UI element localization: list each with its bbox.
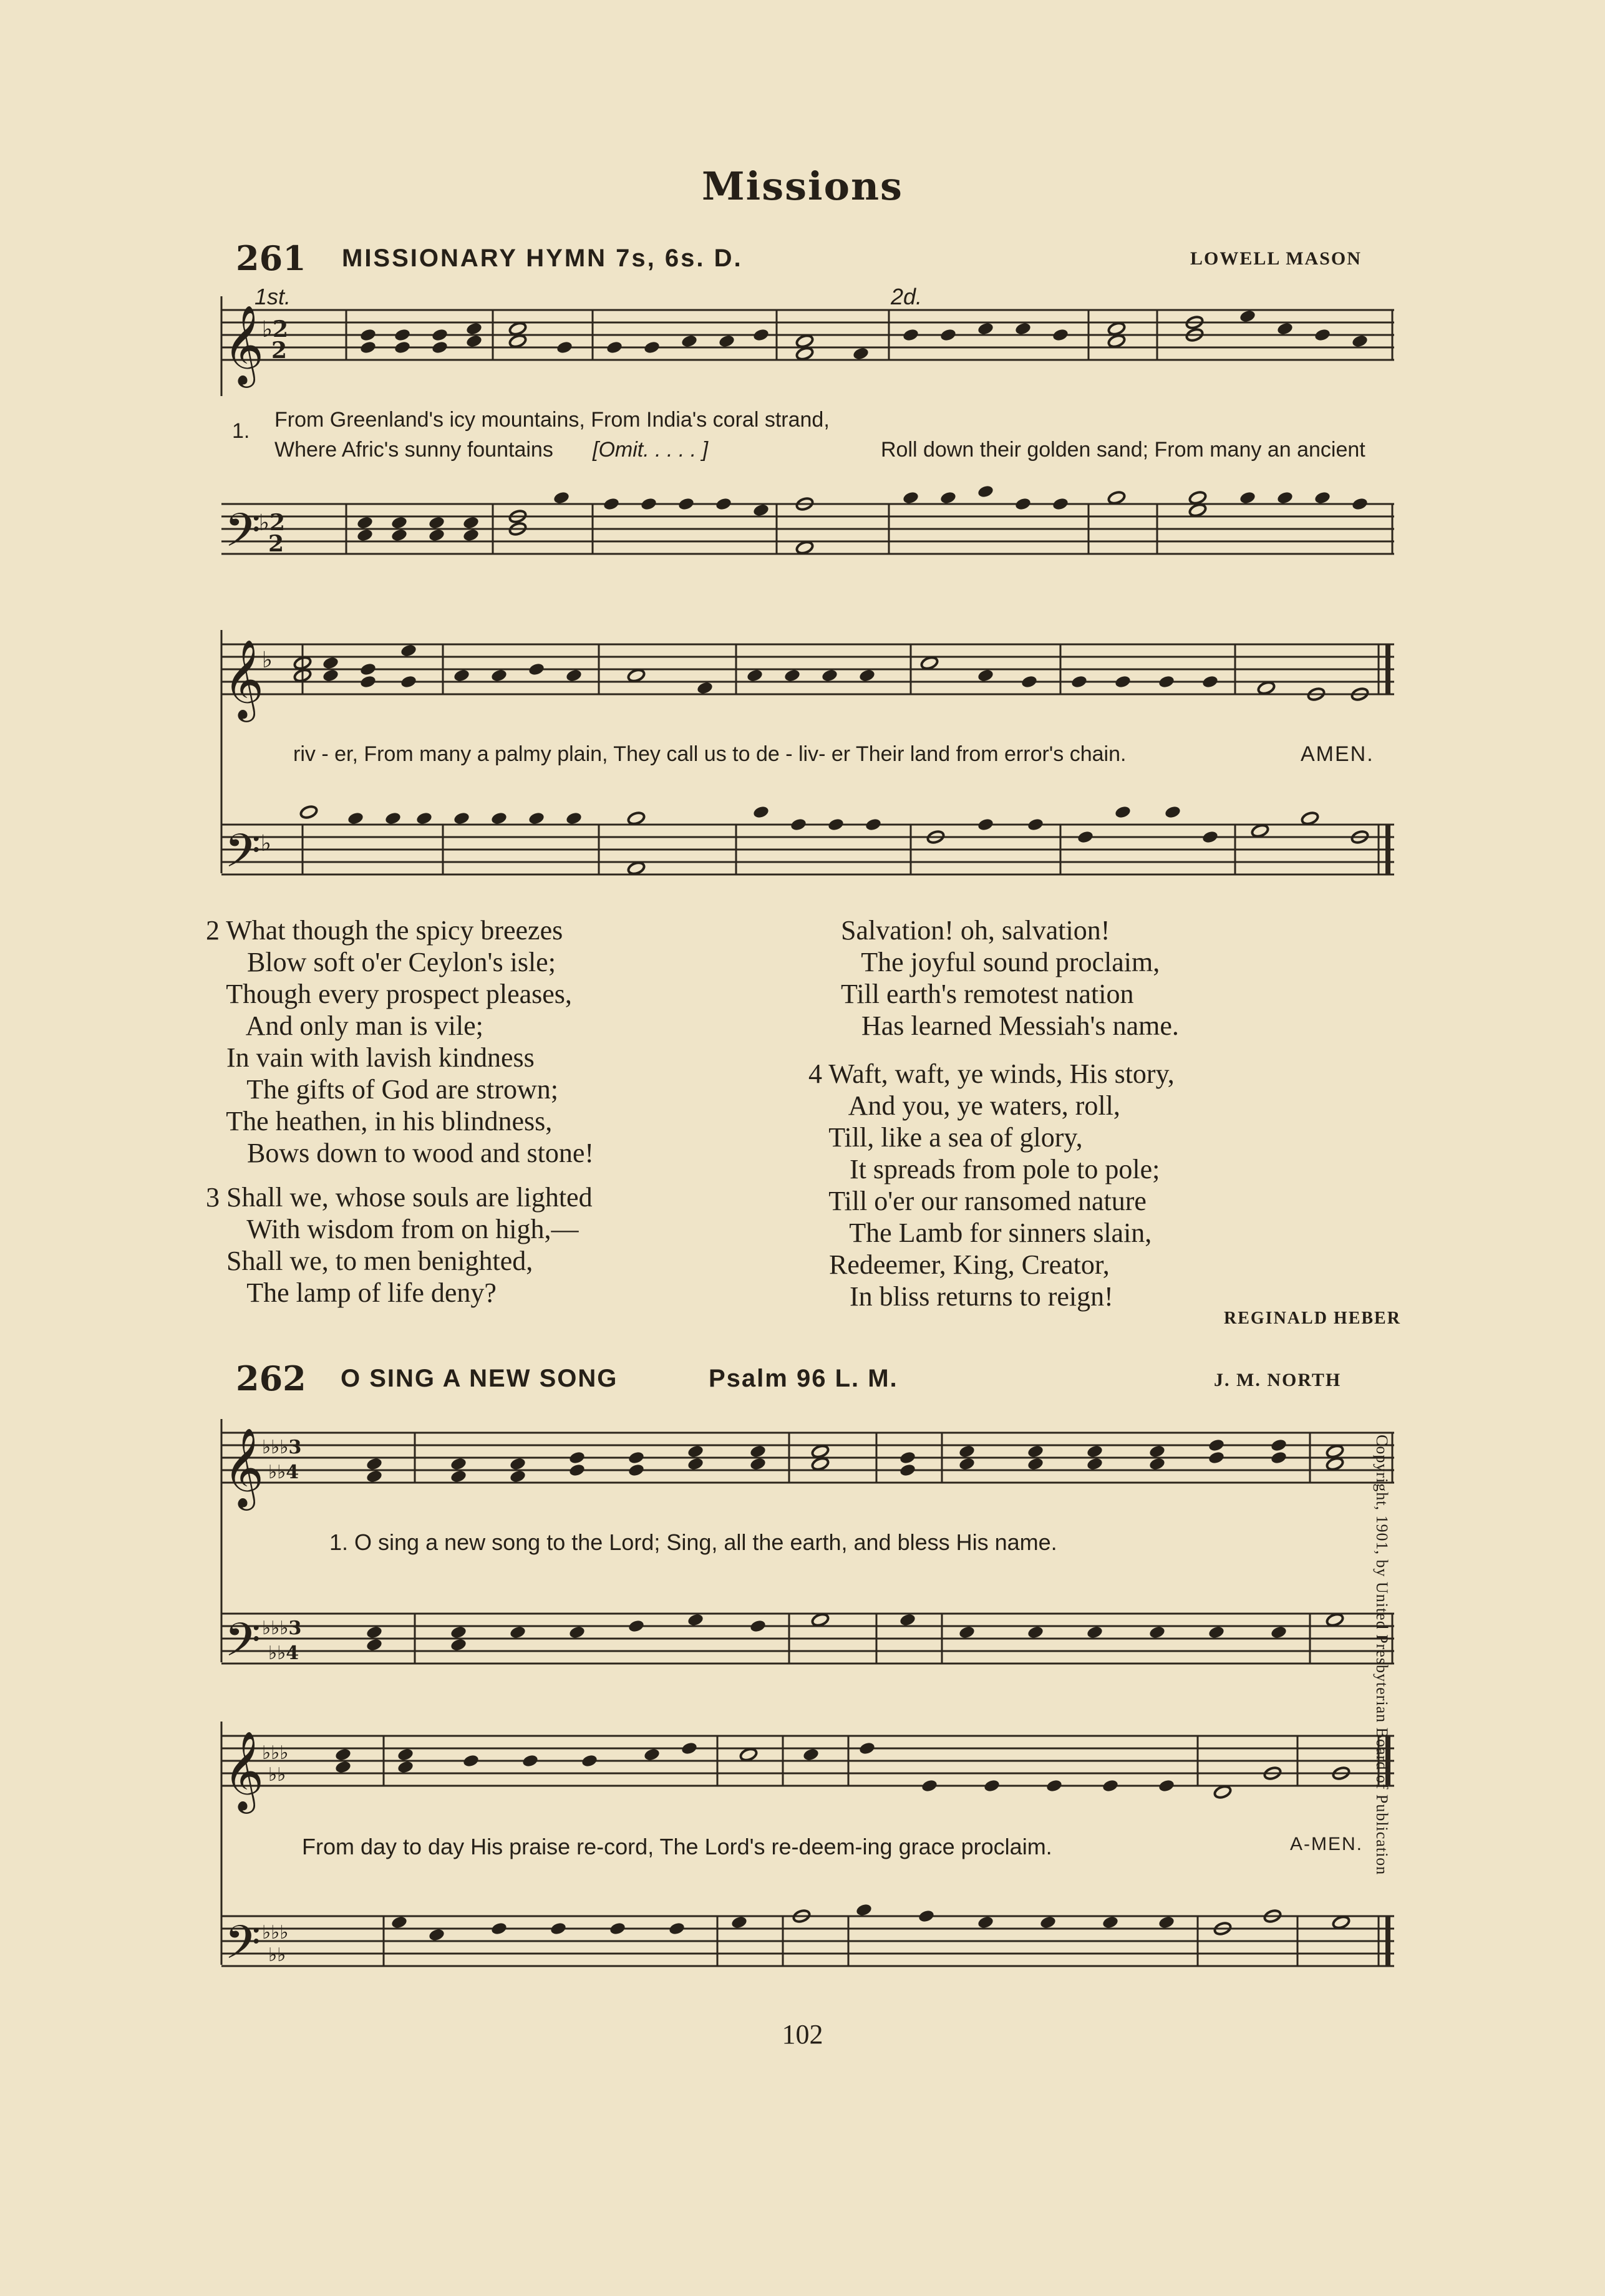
hymn-261-header xyxy=(236,238,306,278)
svg-text:♭2: ♭2 xyxy=(262,316,289,342)
svg-text:𝄞: 𝄞 xyxy=(223,639,264,719)
second-ending-label: 2d. xyxy=(891,284,923,309)
svg-text:𝄢: 𝄢 xyxy=(225,1613,261,1678)
verse-2: 2 What though the spicy breezes Blow soft o'er Ceylon's isle; Though every prospect pleases, And only man is vile; In vain with lavish kindness The gifts of God are strown; The heathen, in his blindness, Bows down to wood and stone! xyxy=(206,915,594,1168)
lyric-line-b: From day to day His praise re-cord, The Lord's re-deem-ing grace proclaim. xyxy=(302,1834,1052,1859)
svg-text:♭2: ♭2 xyxy=(259,510,286,536)
svg-text:2: 2 xyxy=(271,337,288,364)
hymn-number: 262 xyxy=(236,1359,306,1398)
svg-text:𝄞: 𝄞 xyxy=(223,1730,264,1810)
page-number: 102 xyxy=(782,2019,823,2050)
svg-text:♭: ♭ xyxy=(261,830,271,856)
lyric-omit: [Omit. . . . . ] xyxy=(593,438,709,462)
composer: LOWELL MASON xyxy=(1190,248,1362,269)
svg-text:♭♭♭3: ♭♭♭3 xyxy=(262,1617,302,1639)
svg-text:2: 2 xyxy=(268,531,284,557)
svg-text:♭♭♭: ♭♭♭ xyxy=(262,1922,289,1944)
lyric-line-a: 1. O sing a new song to the Lord; Sing, all the earth, and bless His name. xyxy=(329,1529,1057,1555)
composer: J. M. NORTH xyxy=(1214,1370,1342,1390)
hymn-title: O SING A NEW SONG xyxy=(341,1365,618,1392)
amen-label: AMEN. xyxy=(1301,742,1374,766)
svg-text:𝄢: 𝄢 xyxy=(225,1916,261,1981)
svg-text:♭♭♭3: ♭♭♭3 xyxy=(262,1436,302,1458)
lyric-line-b: Where Afric's sunny fountains xyxy=(274,438,553,462)
section-title: Missions xyxy=(702,163,903,209)
verse-marker: 1. xyxy=(232,419,250,443)
verse-3-continued: Salvation! oh, salvation! The joyful sound proclaim, Till earth's remotest nation Has learned Messiah's name. xyxy=(841,915,1179,1041)
svg-text:𝄢: 𝄢 xyxy=(225,824,261,889)
hymn-number: 261 xyxy=(236,238,306,278)
svg-text:♭♭4: ♭♭4 xyxy=(268,1642,299,1664)
svg-text:𝄢: 𝄢 xyxy=(225,503,261,569)
first-ending-label: 1st. xyxy=(255,284,291,309)
svg-text:♭♭: ♭♭ xyxy=(268,1944,286,1966)
svg-text:♭: ♭ xyxy=(262,647,273,673)
hymn-262-header xyxy=(236,1359,306,1398)
verse-3: 3 Shall we, whose souls are lighted With wisdom from on high,— Shall we, to men benighted, The lamp of life deny? xyxy=(206,1182,593,1308)
lyric-line-b2: Roll down their golden sand; From many an ancient xyxy=(881,438,1365,462)
svg-text:♭♭♭: ♭♭♭ xyxy=(262,1742,289,1764)
lyricist: REGINALD HEBER xyxy=(1224,1309,1401,1328)
svg-text:♭♭4: ♭♭4 xyxy=(268,1461,299,1483)
svg-text:♭♭: ♭♭ xyxy=(268,1764,286,1786)
verse-4: 4 Waft, waft, ye winds, His story, And you, ye waters, roll, Till, like a sea of glory, It spreads from pole to pole; Till o'er our ransomed nature The Lamb for sinners slain, Redeemer, King, Creator, In bliss returns to reign! xyxy=(808,1058,1175,1312)
svg-text:𝄞: 𝄞 xyxy=(223,304,264,384)
lyric-line-c: riv - er, From many a palmy plain, They call us to de - liv- er Their land from error's chain. xyxy=(293,742,1127,766)
hymn-title: MISSIONARY HYMN 7s, 6s. D. xyxy=(342,245,743,272)
lyric-line-a: From Greenland's icy mountains, From India's coral strand, xyxy=(274,408,830,432)
amen-label: A-MEN. xyxy=(1290,1834,1363,1854)
copyright-notice: Copyright, 1901, by United Presbyterian Board of Publication xyxy=(1373,1435,1391,1876)
svg-text:𝄞: 𝄞 xyxy=(223,1427,264,1507)
hymn-meter: Psalm 96 L. M. xyxy=(709,1365,898,1392)
